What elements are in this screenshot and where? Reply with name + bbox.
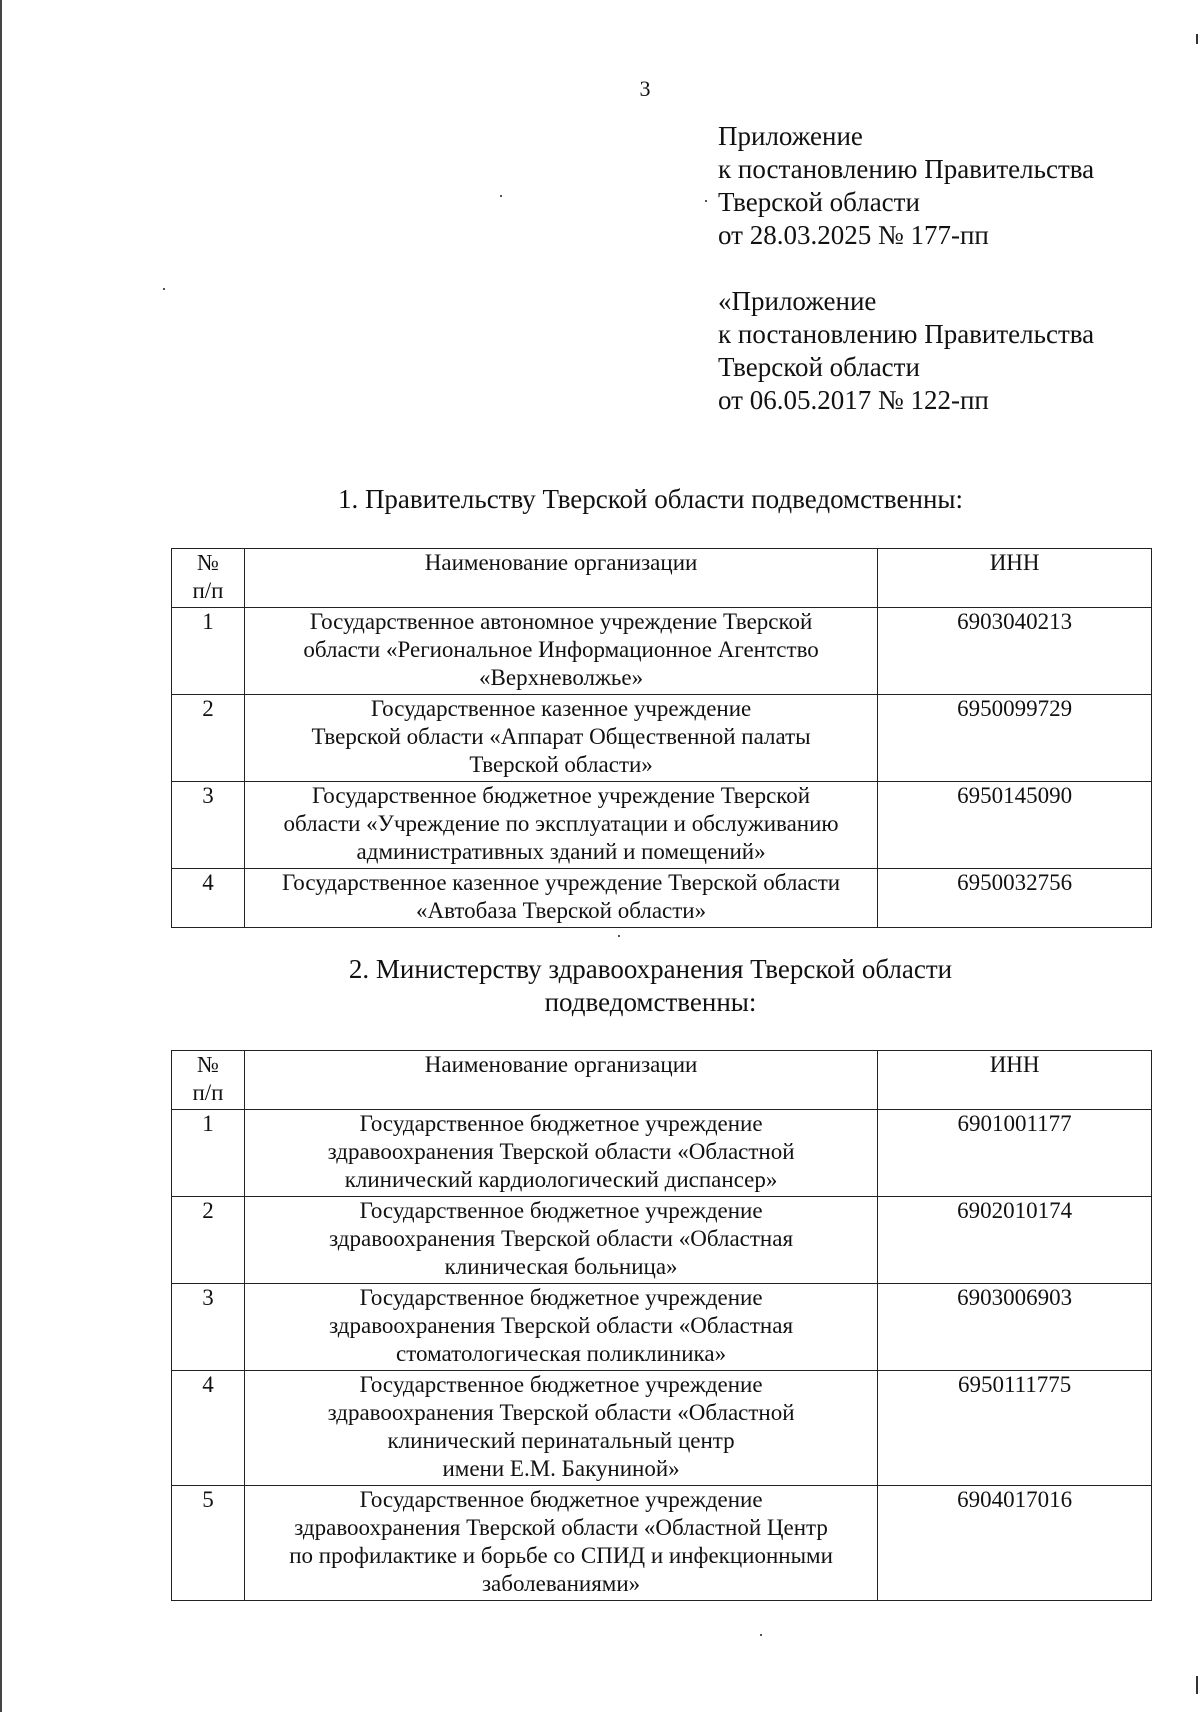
row-name-line: по профилактике и борьбе со СПИД и инфекционными — [289, 1543, 833, 1568]
table-header-row — [172, 549, 1152, 608]
row-name-line: административных зданий и помещений» — [356, 839, 766, 864]
scan-speck — [705, 200, 707, 202]
table-row — [172, 1486, 1152, 1601]
appendix-resolution-ref: к постановлению Правительства — [718, 154, 1095, 184]
section2-title-line2: подведомственны: — [544, 987, 757, 1017]
row-num: 1 — [172, 608, 245, 695]
row-inn: 6901001177 — [878, 1110, 1152, 1197]
scan-edge-tick — [1196, 1676, 1198, 1694]
section1-title: 1. Правительству Тверской области подведомственны: — [337, 484, 964, 514]
table-row — [172, 869, 1152, 928]
row-name-line: области «Региональное Информационное Агентство — [303, 637, 819, 662]
row-name-line: Государственное бюджетное учреждение — [359, 1285, 763, 1310]
table-row — [172, 608, 1152, 695]
table-row — [172, 1197, 1152, 1284]
appendix-header-current — [718, 120, 1094, 252]
row-name — [244, 1486, 877, 1601]
row-num: 5 — [172, 1486, 245, 1601]
row-num: 2 — [172, 695, 245, 782]
row-inn: 6950145090 — [878, 782, 1152, 869]
row-name-line: здравоохранения Тверской области «Областной Центр — [294, 1515, 828, 1540]
section2-title-line1: 2. Министерству здравоохранения Тверской области — [348, 954, 953, 984]
header-num — [172, 549, 245, 608]
row-name — [244, 1110, 877, 1197]
appendix-label: «Приложение — [718, 286, 877, 316]
section1-table — [171, 548, 1152, 928]
row-num: 3 — [172, 1284, 245, 1371]
row-name — [244, 782, 877, 869]
row-name-line: клиническая больница» — [444, 1254, 678, 1279]
header-inn: ИНН — [878, 549, 1152, 608]
row-name — [244, 1371, 877, 1486]
appendix-date-number: от 06.05.2017 № 122-пп — [718, 385, 989, 415]
header-num-line1: № — [196, 550, 219, 575]
row-name-line: заболеваниями» — [481, 1571, 641, 1596]
row-inn: 6904017016 — [878, 1486, 1152, 1601]
page-number: 3 — [639, 76, 651, 101]
appendix-date-number: от 28.03.2025 № 177-пп — [718, 220, 989, 250]
table-row — [172, 1284, 1152, 1371]
row-name — [244, 695, 877, 782]
row-name-line: здравоохранения Тверской области «Областной — [327, 1139, 795, 1164]
row-name-line: клинический кардиологический диспансер» — [344, 1167, 778, 1192]
table-row — [172, 1110, 1152, 1197]
row-name-line: «Автобаза Тверской области» — [416, 898, 707, 923]
scan-speck — [500, 195, 502, 197]
row-inn: 6903040213 — [878, 608, 1152, 695]
row-num: 3 — [172, 782, 245, 869]
row-name-line: здравоохранения Тверской области «Областная — [329, 1226, 794, 1251]
row-name-line: имени Е.М. Бакуниной» — [442, 1456, 680, 1481]
scan-edge-left — [0, 0, 2, 1712]
scan-edge-tick — [1196, 34, 1198, 44]
section2-title — [160, 953, 1141, 1019]
appendix-header-original — [718, 285, 1094, 417]
scan-speck — [618, 935, 620, 937]
row-name-line: Тверской области» — [469, 752, 653, 777]
row-inn: 6950099729 — [878, 695, 1152, 782]
row-name-line: Государственное казенное учреждение — [370, 696, 752, 721]
row-num: 4 — [172, 1371, 245, 1486]
row-num: 4 — [172, 869, 245, 928]
table-row — [172, 1371, 1152, 1486]
header-num-line1: № — [196, 1052, 219, 1077]
row-name — [244, 608, 877, 695]
appendix-label: Приложение — [718, 121, 863, 151]
row-num: 2 — [172, 1197, 245, 1284]
row-name — [244, 869, 877, 928]
row-name-line: здравоохранения Тверской области «Областной — [327, 1400, 795, 1425]
row-name-line: клинический перинатальный центр — [387, 1428, 735, 1453]
row-name-line: Государственное бюджетное учреждение — [359, 1198, 763, 1223]
table-header-row — [172, 1051, 1152, 1110]
row-name-line: Государственное бюджетное учреждение — [359, 1111, 763, 1136]
row-name-line: «Верхневолжье» — [479, 665, 644, 690]
row-name — [244, 1197, 877, 1284]
appendix-region: Тверской области — [718, 352, 920, 382]
header-num-line2: п/п — [192, 578, 224, 603]
row-inn: 6950111775 — [878, 1371, 1152, 1486]
header-name: Наименование организации — [244, 549, 877, 608]
row-name-line: Государственное бюджетное учреждение — [359, 1372, 763, 1397]
table-row — [172, 782, 1152, 869]
row-name-line: стоматологическая поликлиника» — [396, 1341, 727, 1366]
header-num — [172, 1051, 245, 1110]
row-name-line: Государственное автономное учреждение Тверской — [309, 609, 813, 634]
row-num: 1 — [172, 1110, 245, 1197]
header-inn: ИНН — [878, 1051, 1152, 1110]
row-inn: 6903006903 — [878, 1284, 1152, 1371]
table-row — [172, 695, 1152, 782]
row-name-line: Государственное казенное учреждение Тверской области — [282, 870, 841, 895]
section2-table — [171, 1050, 1152, 1601]
header-name: Наименование организации — [244, 1051, 877, 1110]
scan-speck — [760, 1634, 762, 1636]
row-name-line: Государственное бюджетное учреждение Тверской — [312, 783, 811, 808]
appendix-region: Тверской области — [718, 187, 920, 217]
appendix-resolution-ref: к постановлению Правительства — [718, 319, 1095, 349]
header-num-line2: п/п — [192, 1080, 224, 1105]
row-inn: 6902010174 — [878, 1197, 1152, 1284]
row-name-line: Государственное бюджетное учреждение — [359, 1487, 763, 1512]
row-inn: 6950032756 — [878, 869, 1152, 928]
row-name-line: Тверской области «Аппарат Общественной палаты — [311, 724, 811, 749]
row-name — [244, 1284, 877, 1371]
row-name-line: здравоохранения Тверской области «Областная — [329, 1313, 794, 1338]
scan-speck — [163, 288, 165, 290]
row-name-line: области «Учреждение по эксплуатации и обслуживанию — [283, 811, 839, 836]
